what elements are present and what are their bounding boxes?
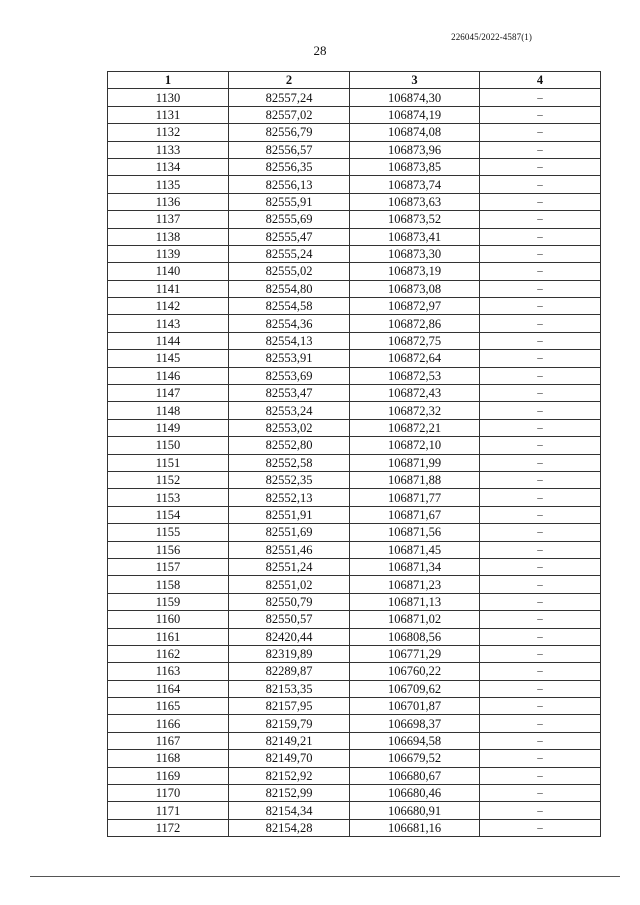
x-coordinate-cell: 82557,24 bbox=[229, 89, 350, 106]
x-coordinate-cell: 82555,91 bbox=[229, 193, 350, 210]
x-coordinate-cell: 82555,69 bbox=[229, 211, 350, 228]
table-row bbox=[108, 576, 601, 593]
table-row bbox=[108, 263, 601, 280]
table-row bbox=[108, 454, 601, 471]
x-coordinate-cell: 82554,13 bbox=[229, 332, 350, 349]
table-row bbox=[108, 663, 601, 680]
y-coordinate-cell: 106771,29 bbox=[350, 645, 480, 662]
point-number-cell: 1144 bbox=[108, 332, 229, 349]
note-cell: – bbox=[480, 454, 601, 471]
point-number-cell: 1140 bbox=[108, 263, 229, 280]
y-coordinate-cell: 106873,30 bbox=[350, 245, 480, 262]
point-number-cell: 1152 bbox=[108, 471, 229, 488]
note-cell: – bbox=[480, 106, 601, 123]
table-row bbox=[108, 732, 601, 749]
x-coordinate-cell: 82289,87 bbox=[229, 663, 350, 680]
y-coordinate-cell: 106872,86 bbox=[350, 315, 480, 332]
y-coordinate-cell: 106871,56 bbox=[350, 524, 480, 541]
table-row bbox=[108, 228, 601, 245]
point-number-cell: 1151 bbox=[108, 454, 229, 471]
x-coordinate-cell: 82556,13 bbox=[229, 176, 350, 193]
y-coordinate-cell: 106873,08 bbox=[350, 280, 480, 297]
table-row bbox=[108, 176, 601, 193]
note-cell: – bbox=[480, 176, 601, 193]
point-number-cell: 1147 bbox=[108, 385, 229, 402]
table-row bbox=[108, 645, 601, 662]
note-cell: – bbox=[480, 89, 601, 106]
point-number-cell: 1130 bbox=[108, 89, 229, 106]
x-coordinate-cell: 82550,57 bbox=[229, 611, 350, 628]
point-number-cell: 1137 bbox=[108, 211, 229, 228]
point-number-cell: 1158 bbox=[108, 576, 229, 593]
x-coordinate-cell: 82553,69 bbox=[229, 367, 350, 384]
x-coordinate-cell: 82153,35 bbox=[229, 680, 350, 697]
y-coordinate-cell: 106709,62 bbox=[350, 680, 480, 697]
y-coordinate-cell: 106871,13 bbox=[350, 593, 480, 610]
table-body bbox=[108, 89, 601, 837]
y-coordinate-cell: 106871,34 bbox=[350, 558, 480, 575]
table-row bbox=[108, 158, 601, 175]
x-coordinate-cell: 82555,24 bbox=[229, 245, 350, 262]
y-coordinate-cell: 106871,99 bbox=[350, 454, 480, 471]
y-coordinate-cell: 106681,16 bbox=[350, 819, 480, 836]
point-number-cell: 1154 bbox=[108, 506, 229, 523]
note-cell: – bbox=[480, 819, 601, 836]
table-row bbox=[108, 385, 601, 402]
point-number-cell: 1131 bbox=[108, 106, 229, 123]
column-header-3: 3 bbox=[350, 72, 480, 89]
x-coordinate-cell: 82554,80 bbox=[229, 280, 350, 297]
note-cell: – bbox=[480, 558, 601, 575]
note-cell: – bbox=[480, 732, 601, 749]
document-id: 226045/2022-4587(1) bbox=[451, 32, 532, 42]
x-coordinate-cell: 82157,95 bbox=[229, 698, 350, 715]
table-row bbox=[108, 124, 601, 141]
point-number-cell: 1146 bbox=[108, 367, 229, 384]
table-row bbox=[108, 489, 601, 506]
note-cell: – bbox=[480, 541, 601, 558]
y-coordinate-cell: 106873,63 bbox=[350, 193, 480, 210]
column-header-2: 2 bbox=[229, 72, 350, 89]
note-cell: – bbox=[480, 245, 601, 262]
x-coordinate-cell: 82550,79 bbox=[229, 593, 350, 610]
table-row bbox=[108, 367, 601, 384]
y-coordinate-cell: 106872,53 bbox=[350, 367, 480, 384]
point-number-cell: 1161 bbox=[108, 628, 229, 645]
table-row bbox=[108, 245, 601, 262]
y-coordinate-cell: 106680,67 bbox=[350, 767, 480, 784]
table-row bbox=[108, 750, 601, 767]
point-number-cell: 1165 bbox=[108, 698, 229, 715]
x-coordinate-cell: 82152,99 bbox=[229, 785, 350, 802]
table-row bbox=[108, 298, 601, 315]
note-cell: – bbox=[480, 211, 601, 228]
table-row bbox=[108, 141, 601, 158]
point-number-cell: 1132 bbox=[108, 124, 229, 141]
x-coordinate-cell: 82551,69 bbox=[229, 524, 350, 541]
y-coordinate-cell: 106873,19 bbox=[350, 263, 480, 280]
y-coordinate-cell: 106871,02 bbox=[350, 611, 480, 628]
table-row bbox=[108, 785, 601, 802]
point-number-cell: 1159 bbox=[108, 593, 229, 610]
point-number-cell: 1142 bbox=[108, 298, 229, 315]
note-cell: – bbox=[480, 750, 601, 767]
x-coordinate-cell: 82554,36 bbox=[229, 315, 350, 332]
column-header-4: 4 bbox=[480, 72, 601, 89]
table-row bbox=[108, 698, 601, 715]
header-row bbox=[108, 72, 601, 89]
point-number-cell: 1164 bbox=[108, 680, 229, 697]
y-coordinate-cell: 106873,52 bbox=[350, 211, 480, 228]
point-number-cell: 1170 bbox=[108, 785, 229, 802]
y-coordinate-cell: 106871,67 bbox=[350, 506, 480, 523]
x-coordinate-cell: 82553,24 bbox=[229, 402, 350, 419]
x-coordinate-cell: 82154,34 bbox=[229, 802, 350, 819]
point-number-cell: 1136 bbox=[108, 193, 229, 210]
point-number-cell: 1171 bbox=[108, 802, 229, 819]
y-coordinate-cell: 106871,45 bbox=[350, 541, 480, 558]
table-row bbox=[108, 506, 601, 523]
y-coordinate-cell: 106760,22 bbox=[350, 663, 480, 680]
note-cell: – bbox=[480, 663, 601, 680]
y-coordinate-cell: 106808,56 bbox=[350, 628, 480, 645]
note-cell: – bbox=[480, 193, 601, 210]
point-number-cell: 1148 bbox=[108, 402, 229, 419]
y-coordinate-cell: 106874,30 bbox=[350, 89, 480, 106]
point-number-cell: 1155 bbox=[108, 524, 229, 541]
x-coordinate-cell: 82555,47 bbox=[229, 228, 350, 245]
point-number-cell: 1149 bbox=[108, 419, 229, 436]
y-coordinate-cell: 106872,97 bbox=[350, 298, 480, 315]
y-coordinate-cell: 106698,37 bbox=[350, 715, 480, 732]
page-bottom-rule bbox=[30, 876, 620, 877]
point-number-cell: 1141 bbox=[108, 280, 229, 297]
note-cell: – bbox=[480, 298, 601, 315]
x-coordinate-cell: 82149,21 bbox=[229, 732, 350, 749]
note-cell: – bbox=[480, 576, 601, 593]
table-row bbox=[108, 419, 601, 436]
point-number-cell: 1145 bbox=[108, 350, 229, 367]
point-number-cell: 1138 bbox=[108, 228, 229, 245]
x-coordinate-cell: 82556,57 bbox=[229, 141, 350, 158]
point-number-cell: 1143 bbox=[108, 315, 229, 332]
point-number-cell: 1168 bbox=[108, 750, 229, 767]
x-coordinate-cell: 82420,44 bbox=[229, 628, 350, 645]
y-coordinate-cell: 106873,85 bbox=[350, 158, 480, 175]
note-cell: – bbox=[480, 698, 601, 715]
note-cell: – bbox=[480, 367, 601, 384]
x-coordinate-cell: 82556,79 bbox=[229, 124, 350, 141]
note-cell: – bbox=[480, 767, 601, 784]
x-coordinate-cell: 82551,02 bbox=[229, 576, 350, 593]
note-cell: – bbox=[480, 124, 601, 141]
table-row bbox=[108, 402, 601, 419]
y-coordinate-cell: 106680,91 bbox=[350, 802, 480, 819]
table-row bbox=[108, 89, 601, 106]
point-number-cell: 1162 bbox=[108, 645, 229, 662]
table-row bbox=[108, 437, 601, 454]
point-number-cell: 1135 bbox=[108, 176, 229, 193]
note-cell: – bbox=[480, 524, 601, 541]
note-cell: – bbox=[480, 315, 601, 332]
y-coordinate-cell: 106679,52 bbox=[350, 750, 480, 767]
point-number-cell: 1153 bbox=[108, 489, 229, 506]
y-coordinate-cell: 106873,96 bbox=[350, 141, 480, 158]
x-coordinate-cell: 82319,89 bbox=[229, 645, 350, 662]
note-cell: – bbox=[480, 141, 601, 158]
y-coordinate-cell: 106874,08 bbox=[350, 124, 480, 141]
x-coordinate-cell: 82553,02 bbox=[229, 419, 350, 436]
table-row bbox=[108, 211, 601, 228]
point-number-cell: 1160 bbox=[108, 611, 229, 628]
point-number-cell: 1167 bbox=[108, 732, 229, 749]
note-cell: – bbox=[480, 263, 601, 280]
x-coordinate-cell: 82553,91 bbox=[229, 350, 350, 367]
table-row bbox=[108, 628, 601, 645]
table-row bbox=[108, 767, 601, 784]
table-row bbox=[108, 680, 601, 697]
note-cell: – bbox=[480, 802, 601, 819]
note-cell: – bbox=[480, 715, 601, 732]
y-coordinate-cell: 106873,41 bbox=[350, 228, 480, 245]
note-cell: – bbox=[480, 385, 601, 402]
note-cell: – bbox=[480, 332, 601, 349]
page-number: 28 bbox=[313, 43, 327, 58]
coordinates-table bbox=[107, 71, 601, 837]
point-number-cell: 1163 bbox=[108, 663, 229, 680]
note-cell: – bbox=[480, 419, 601, 436]
y-coordinate-cell: 106872,21 bbox=[350, 419, 480, 436]
x-coordinate-cell: 82552,80 bbox=[229, 437, 350, 454]
y-coordinate-cell: 106874,19 bbox=[350, 106, 480, 123]
y-coordinate-cell: 106694,58 bbox=[350, 732, 480, 749]
point-number-cell: 1139 bbox=[108, 245, 229, 262]
y-coordinate-cell: 106873,74 bbox=[350, 176, 480, 193]
x-coordinate-cell: 82553,47 bbox=[229, 385, 350, 402]
point-number-cell: 1166 bbox=[108, 715, 229, 732]
x-coordinate-cell: 82552,35 bbox=[229, 471, 350, 488]
note-cell: – bbox=[480, 628, 601, 645]
table-row bbox=[108, 315, 601, 332]
x-coordinate-cell: 82159,79 bbox=[229, 715, 350, 732]
table-row bbox=[108, 350, 601, 367]
table-row bbox=[108, 593, 601, 610]
x-coordinate-cell: 82555,02 bbox=[229, 263, 350, 280]
column-header-1: 1 bbox=[108, 72, 229, 89]
y-coordinate-cell: 106871,88 bbox=[350, 471, 480, 488]
table-header bbox=[108, 72, 601, 89]
x-coordinate-cell: 82557,02 bbox=[229, 106, 350, 123]
table-row bbox=[108, 802, 601, 819]
note-cell: – bbox=[480, 437, 601, 454]
note-cell: – bbox=[480, 280, 601, 297]
point-number-cell: 1133 bbox=[108, 141, 229, 158]
y-coordinate-cell: 106871,77 bbox=[350, 489, 480, 506]
table-row bbox=[108, 332, 601, 349]
table-row bbox=[108, 558, 601, 575]
x-coordinate-cell: 82554,58 bbox=[229, 298, 350, 315]
table-row bbox=[108, 611, 601, 628]
y-coordinate-cell: 106680,46 bbox=[350, 785, 480, 802]
note-cell: – bbox=[480, 158, 601, 175]
x-coordinate-cell: 82556,35 bbox=[229, 158, 350, 175]
note-cell: – bbox=[480, 402, 601, 419]
x-coordinate-cell: 82551,46 bbox=[229, 541, 350, 558]
note-cell: – bbox=[480, 680, 601, 697]
table-row bbox=[108, 471, 601, 488]
x-coordinate-cell: 82552,58 bbox=[229, 454, 350, 471]
y-coordinate-cell: 106872,32 bbox=[350, 402, 480, 419]
y-coordinate-cell: 106701,87 bbox=[350, 698, 480, 715]
note-cell: – bbox=[480, 471, 601, 488]
y-coordinate-cell: 106872,43 bbox=[350, 385, 480, 402]
note-cell: – bbox=[480, 785, 601, 802]
x-coordinate-cell: 82152,92 bbox=[229, 767, 350, 784]
table-row bbox=[108, 524, 601, 541]
note-cell: – bbox=[480, 506, 601, 523]
table-row bbox=[108, 541, 601, 558]
point-number-cell: 1172 bbox=[108, 819, 229, 836]
x-coordinate-cell: 82552,13 bbox=[229, 489, 350, 506]
note-cell: – bbox=[480, 593, 601, 610]
x-coordinate-cell: 82551,24 bbox=[229, 558, 350, 575]
y-coordinate-cell: 106872,75 bbox=[350, 332, 480, 349]
x-coordinate-cell: 82551,91 bbox=[229, 506, 350, 523]
note-cell: – bbox=[480, 350, 601, 367]
note-cell: – bbox=[480, 489, 601, 506]
table-row bbox=[108, 280, 601, 297]
y-coordinate-cell: 106872,10 bbox=[350, 437, 480, 454]
table-row bbox=[108, 715, 601, 732]
note-cell: – bbox=[480, 228, 601, 245]
y-coordinate-cell: 106871,23 bbox=[350, 576, 480, 593]
x-coordinate-cell: 82149,70 bbox=[229, 750, 350, 767]
note-cell: – bbox=[480, 645, 601, 662]
point-number-cell: 1157 bbox=[108, 558, 229, 575]
point-number-cell: 1156 bbox=[108, 541, 229, 558]
table-row bbox=[108, 193, 601, 210]
table-row bbox=[108, 106, 601, 123]
y-coordinate-cell: 106872,64 bbox=[350, 350, 480, 367]
note-cell: – bbox=[480, 611, 601, 628]
x-coordinate-cell: 82154,28 bbox=[229, 819, 350, 836]
table-row bbox=[108, 819, 601, 836]
point-number-cell: 1169 bbox=[108, 767, 229, 784]
point-number-cell: 1150 bbox=[108, 437, 229, 454]
point-number-cell: 1134 bbox=[108, 158, 229, 175]
